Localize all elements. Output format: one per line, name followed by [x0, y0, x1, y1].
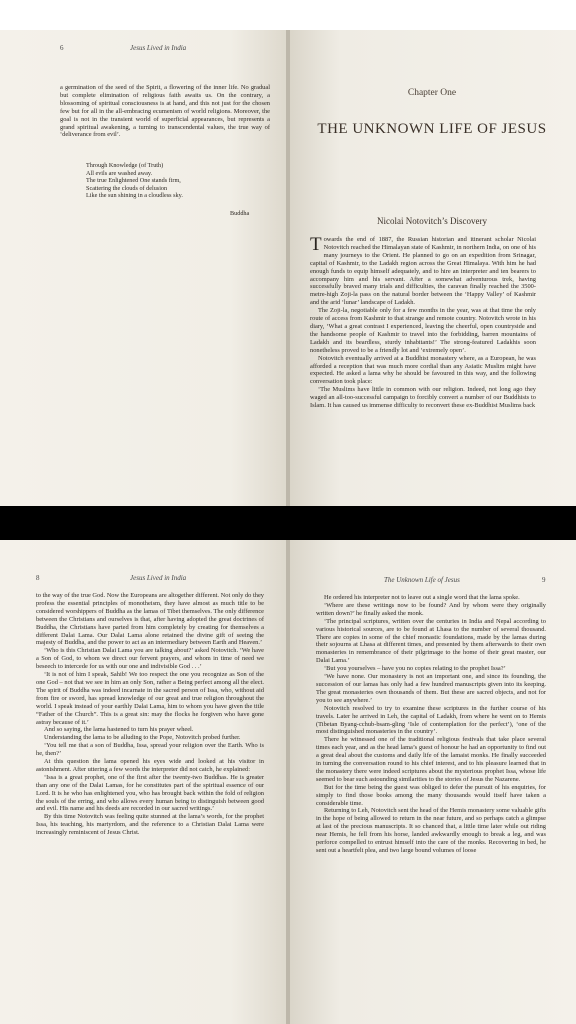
- verse-line: The true Enlightened One stands firm,: [86, 177, 181, 185]
- paragraph: Notovitch eventually arrived at a Buddhist monastery where, as a European, he was afforded a reception that was much more cordial than any Asiatic Muslim might have expected. He asked a lama why he should be favoured in this way, and the following conversation took place:: [310, 354, 536, 386]
- paragraph: ‘You tell me that a son of Buddha, Issa, spread your religion over the Earth. Who is he, then?’: [36, 742, 264, 758]
- paragraph: ‘The principal scriptures, written over the centuries in India and Nepal according to various historical sources, are to be found at Lhasa to the number of several thousand. There are copies in some of the chief monastic foundations, made by the lamas during their sojourns at Lhasa at different times, and presented by them afterwards to their own monasteries in remembrance of their pilgrimage to the home of their great master, our Dalai Lama.’: [316, 617, 546, 665]
- body-text: [36, 592, 264, 837]
- paragraph: ‘The Muslims have little in common with our religion. Indeed, not long ago they waged an all-too-successful campaign to forcibly convert a number of our Buddhists to Islam. It has caused us immense difficulty to reconvert these ex-Buddhist Muslims back: [310, 386, 536, 410]
- page-7: [288, 30, 576, 506]
- body-text: [60, 84, 270, 139]
- page-number: 6: [60, 44, 64, 52]
- page-6: [0, 30, 288, 506]
- verse-line: All evils are washed away.: [86, 169, 153, 177]
- paragraph: And so saying, the lama hastened to turn his prayer wheel.: [44, 726, 194, 734]
- verse: [86, 162, 183, 200]
- paragraph: ‘Who is this Christian Dalai Lama you are talking about?’ asked Notovitch. ‘We have a Son of God, to whom we direct our fervent prayers, and whom in time of need we beseech to intercede for us with our one and indivisible God . . .’: [36, 647, 264, 671]
- paragraph: By this time Notovitch was feeling quite stunned at the lama’s words, for the prophet Issa, his teaching, his martyrdom, and the reference to a Christian Dalai Lama were increasingly reminiscent of Jesus Christ.: [36, 813, 264, 837]
- chapter-title: THE UNKNOWN LIFE OF JESUS: [317, 121, 547, 137]
- paragraph: ‘Issa is a great prophet, one of the first after the twenty-two Buddhas. He is greater than any one of the Dalai Lamas, for he constitutes part of the spiritual essence of our Lord. It is he who has enlightened you, who has brought back within the fold of religion the souls of the erring, and who allows every human being to distinguish between good and evil. His name and his deeds are recorded in our sacred writings.’: [36, 773, 264, 813]
- book-spine: [286, 540, 290, 1024]
- top-margin: [0, 0, 576, 30]
- attribution: Buddha: [230, 210, 250, 217]
- running-head: Jesus Lived in India: [130, 44, 187, 52]
- page-number: 9: [542, 576, 546, 584]
- chapter-number: Chapter One: [407, 88, 457, 98]
- spread-gap: [0, 506, 576, 540]
- page-number: 8: [36, 574, 40, 582]
- paragraph: Notovitch resolved to try to examine these scriptures in the further course of his travels. Later he arrived in Leh, the capital of Ladakh, from where he went on to Hemis (Tibetan Byang-cchub-bsam-gling ‘Isle of contemplation for the perfect’), ‘one of the most distinguished monasteries in the country’.: [316, 704, 546, 736]
- paragraph: to the way of the true God. Now the Europeans are altogether different. Not only do they profess the essential principles of monotheism, they have almost as much title to be considered worshippers of Buddha as the lamas of Tibet themselves. The only difference between the Christians and ourselves is that, after having adopted the great doctrines of Buddha, the Christians have parted from him completely by creating for themselves a different Dalai Lama. Our Dalai Lama alone retained the divine gift of seeing the majesty of Buddha, and the power to act as an intermediary between Earth and Heaven.’: [36, 592, 264, 647]
- paragraph: There he witnessed one of the traditional religious festivals that take place several times each year, and as the head lama’s guest of honour he had an opportunity to find out a great deal about the customs and daily life of the lamaist monks. He finally succeeded in turning the conversation round to his chief interest, and to his pleasure learned that in the monastery there were indeed scriptures about the mysterious prophet Issa, whose life seemed to bear such astounding similarities to the stories of Jesus the Nazarene.: [316, 736, 546, 783]
- paragraph: ‘But you yourselves – have you no copies relating to the prophet Issa?’: [324, 665, 506, 673]
- paragraph: At this question the lama opened his eyes wide and looked at his visitor in astonishment. After uttering a few words the interpreter did not catch, he explained:: [36, 758, 264, 773]
- paragraph: Towards the end of 1887, the Russian historian and itinerant scholar Nicolai Notovitch reached the Himalayan state of Kashmir, in northern India, on one of his many journeys to the Orient. He planned to go on an expedition from Srinagar, capital of Kashmir, to the Ladakh region across the Great Himalaya. With him he had enough funds to equip himself adequately, and to hire an interpreter and ten bearers to accompany him and his servant. After a somewhat adventurous trek, having successfully braved many trials and difficulties, the caravan finally reached the 3500-metre-high Zoji-la pass on the natural border between the ‘Happy Valley’ of Kashmir and the arid ‘lunar’ landscape of Ladakh.: [310, 234, 536, 307]
- running-head: Jesus Lived in India: [130, 574, 187, 582]
- paragraph: ‘It is not of him I speak, Sahib! We too respect the one you recognize as Son of the one God – not that we see in him an only Son, rather a Being perfect among all the elect. The spirit of Buddha was indeed incarnate in the sacred person of Issa, who, without aid from fire or sword, has spread knowledge of our great and true religion throughout the world. I speak instead of your earthly Dalai Lama, him to whom you have given the title “Father of the Church”. This is a great sin: may the flocks he forgiven who have gone astray because of it.’: [36, 671, 264, 726]
- paragraph: But for the time being the guest was obliged to defer the pursuit of his enquiries, for simply to find those books among the many thousands would itself have taken a considerable time.: [316, 783, 546, 807]
- verse-line: Scattering the clouds of delusion: [86, 184, 168, 192]
- body-text: [316, 594, 546, 855]
- top-spread: [0, 30, 576, 506]
- paragraph: Returning to Leh, Notovitch sent the head of the Hemis monastery some valuable gifts in the hope of being allowed to return in the near future, and so perhaps catch a glimpse at last of the precious manuscripts. It so chanced that, a little time later while out riding near Hemis, he fell from his horse, landed awkwardly enough to break a leg, and was perforce compelled to entrust himself into the care of the monks. Recovering in bed, he sent out a heartfelt plea, and two large bound volumes of loose: [316, 807, 546, 854]
- drop-cap: T: [310, 234, 322, 255]
- body-text: [310, 236, 536, 410]
- paragraph: ‘Where are these writings now to be found? And by whom were they originally written down?’ he finally asked the monk.: [316, 601, 546, 617]
- page-9: [288, 540, 576, 1024]
- paragraph: Understanding the lama to be alluding to the Pope, Notovitch probed further.: [44, 734, 241, 742]
- paragraph: The Zoji-la, negotiable only for a few months in the year, was at that time the only route of access from Kashmir to that strange and remote country. Notovitch wrote in his diary, ‘What a great contrast I experienced, leaving the cheerful, open countryside and the handsome people of Kashmir to travel into the forbidding, barren mountains of Ladakh and its beardless, sturdy inhabitants!’ The strong-featured Ladakhis soon nonetheless proved to be a friendly lot and ‘extremely open’.: [310, 307, 536, 354]
- verse-line: Like the sun shining in a cloudless sky.: [86, 192, 183, 200]
- running-head: The Unknown Life of Jesus: [384, 576, 460, 584]
- paragraph: a germination of the seed of the Spirit, a flowering of the inner life. No gradual but complete elimination of religious faith awaits us. On the contrary, a blossoming of spiritual consciousness is at hand, and this not just for the chosen few but for all in the all-embracing ecumenism of world religions. Moreover, the goal is not in the transient world of superficial appearances, but represents a grand spiritual awakening, a turning to transcendental values, the true way of ‘deliverance from evil’.: [60, 84, 270, 139]
- section-title: Nicolai Notovitch’s Discovery: [377, 216, 487, 226]
- page-8: [0, 540, 288, 1024]
- bottom-spread: [0, 540, 576, 1024]
- book-spine: [286, 30, 290, 506]
- paragraph: ‘We have none. Our monastery is not an important one, and since its founding, the succession of our lamas has only had a few hundred manuscripts given into its keeping. The great monasteries own thousands of them. But these are sacred objects, and not for you to see anywhere.’: [316, 673, 546, 704]
- verse-line: Through Knowledge (of Truth): [86, 162, 164, 169]
- paragraph: He ordered his interpreter not to leave out a single word that the lama spoke.: [324, 594, 520, 601]
